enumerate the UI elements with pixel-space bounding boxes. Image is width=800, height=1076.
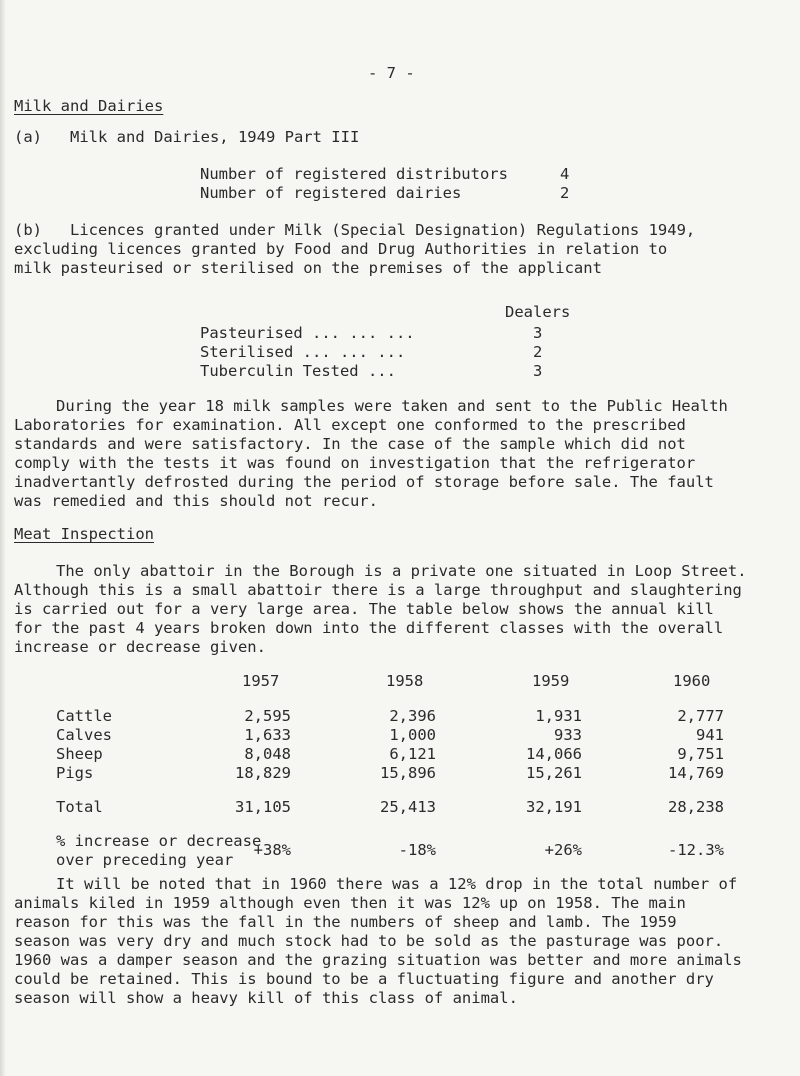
table-cell: 2,777 (677, 707, 724, 725)
meat-intro-line: is carried out for a very large area. The table below shows the annual kill (14, 600, 714, 618)
samples-line: inadvertantly defrosted during the period of storage before sale. The fault (14, 473, 714, 491)
conclusion-line: It will be noted that in 1960 there was a 12% drop in the total number of (56, 875, 738, 893)
meat-intro-line: The only abattoir in the Borough is a private one situated in Loop Street. (56, 562, 747, 580)
table-cell: 15,261 (526, 764, 582, 782)
table-cell-change: -18% (398, 841, 436, 859)
table-cell: 1,000 (389, 726, 436, 744)
meat-intro-line: for the past 4 years broken down into the different classes with the overall (14, 619, 724, 637)
conclusion-line: season was very dry and much stock had to be sold as the pasturage was poor. (14, 932, 724, 950)
year-header: 1957 (242, 672, 280, 690)
samples-line: was remedied and this should not recur. (14, 492, 378, 510)
item-b-text (14, 221, 723, 278)
meat-intro-line: increase or decrease given. (14, 638, 266, 656)
table-cell: 1,633 (244, 726, 291, 744)
table-cell: 14,066 (526, 745, 582, 763)
change-label-line2: over preceding year (56, 851, 234, 869)
dealer-pasteurised-value: 3 (533, 324, 543, 342)
milk-dairies-heading: Milk and Dairies (14, 97, 164, 115)
table-cell: 9,751 (677, 745, 724, 763)
item-b-line: Licences granted under Milk (Special Designation) Regulations 1949, (70, 221, 696, 239)
dealer-tuberculin-label: Tuberculin Tested ... (200, 362, 396, 380)
year-header: 1960 (673, 672, 711, 690)
row-label-sheep: Sheep (56, 745, 103, 763)
table-cell-total: 32,191 (526, 798, 582, 816)
table-cell: 941 (696, 726, 724, 744)
change-label-line1: % increase or decrease (56, 832, 262, 850)
conclusion-line: reason for this was the fall in the numbers of sheep and lamb. The 1959 (14, 913, 677, 931)
table-cell-change: -12.3% (668, 841, 724, 859)
samples-line: During the year 18 milk samples were taken and sent to the Public Health (56, 397, 728, 415)
samples-line: comply with the tests it was found on investigation that the refrigerator (14, 454, 696, 472)
distributors-label: Number of registered distributors (200, 165, 508, 183)
table-cell: 8,048 (244, 745, 291, 763)
dealer-tuberculin-value: 3 (533, 362, 543, 380)
page-edge-shadow (0, 0, 6, 1076)
samples-line: Laboratories for examination. All except one conformed to the prescribed (14, 416, 686, 434)
table-cell-change: +26% (544, 841, 582, 859)
item-a-text: Milk and Dairies, 1949 Part III (70, 128, 360, 146)
item-b-line: milk pasteurised or sterilised on the premises of the applicant (14, 259, 602, 277)
conclusion-line: 1960 was a damper season and the grazing situation was better and more animals (14, 951, 742, 969)
meat-intro-line: Although this is a small abattoir there is a large throughput and slaughtering (14, 581, 742, 599)
item-b-line: excluding licences granted by Food and Drug Authorities in relation to (14, 240, 668, 258)
page-number: - 7 - (368, 64, 415, 82)
table-cell: 2,595 (244, 707, 291, 725)
year-header: 1958 (386, 672, 424, 690)
row-label-total: Total (56, 798, 103, 816)
row-label-calves: Calves (56, 726, 112, 744)
dairies-value: 2 (560, 184, 570, 202)
item-b-label: (b) (14, 221, 42, 239)
table-cell: 18,829 (235, 764, 291, 782)
table-cell: 2,396 (389, 707, 436, 725)
row-label-cattle: Cattle (56, 707, 112, 725)
meat-inspection-heading: Meat Inspection (14, 525, 154, 543)
conclusion-line: animals kiled in 1959 although even then it was 12% up on 1958. The main (14, 894, 686, 912)
table-cell: 15,896 (380, 764, 436, 782)
samples-line: standards and were satisfactory. In the case of the sample which did not (14, 435, 686, 453)
table-cell-total: 31,105 (235, 798, 291, 816)
distributors-value: 4 (560, 165, 570, 183)
dealer-sterilised-label: Sterilised ... ... ... (200, 343, 406, 361)
row-label-pigs: Pigs (56, 764, 94, 782)
table-cell: 933 (554, 726, 582, 744)
table-cell: 14,769 (668, 764, 724, 782)
item-a-label: (a) (14, 128, 42, 146)
table-cell-total: 28,238 (668, 798, 724, 816)
dealer-pasteurised-label: Pasteurised ... ... ... (200, 324, 415, 342)
conclusion-line: could be retained. This is bound to be a fluctuating figure and another dry (14, 970, 714, 988)
table-cell: 6,121 (389, 745, 436, 763)
year-header: 1959 (532, 672, 570, 690)
table-cell-change: +38% (253, 841, 291, 859)
table-cell: 1,931 (535, 707, 582, 725)
dairies-label: Number of registered dairies (200, 184, 462, 202)
conclusion-line: season will show a heavy kill of this class of animal. (14, 989, 518, 1007)
table-cell-total: 25,413 (380, 798, 436, 816)
dealers-header: Dealers (505, 303, 571, 321)
dealer-sterilised-value: 2 (533, 343, 543, 361)
